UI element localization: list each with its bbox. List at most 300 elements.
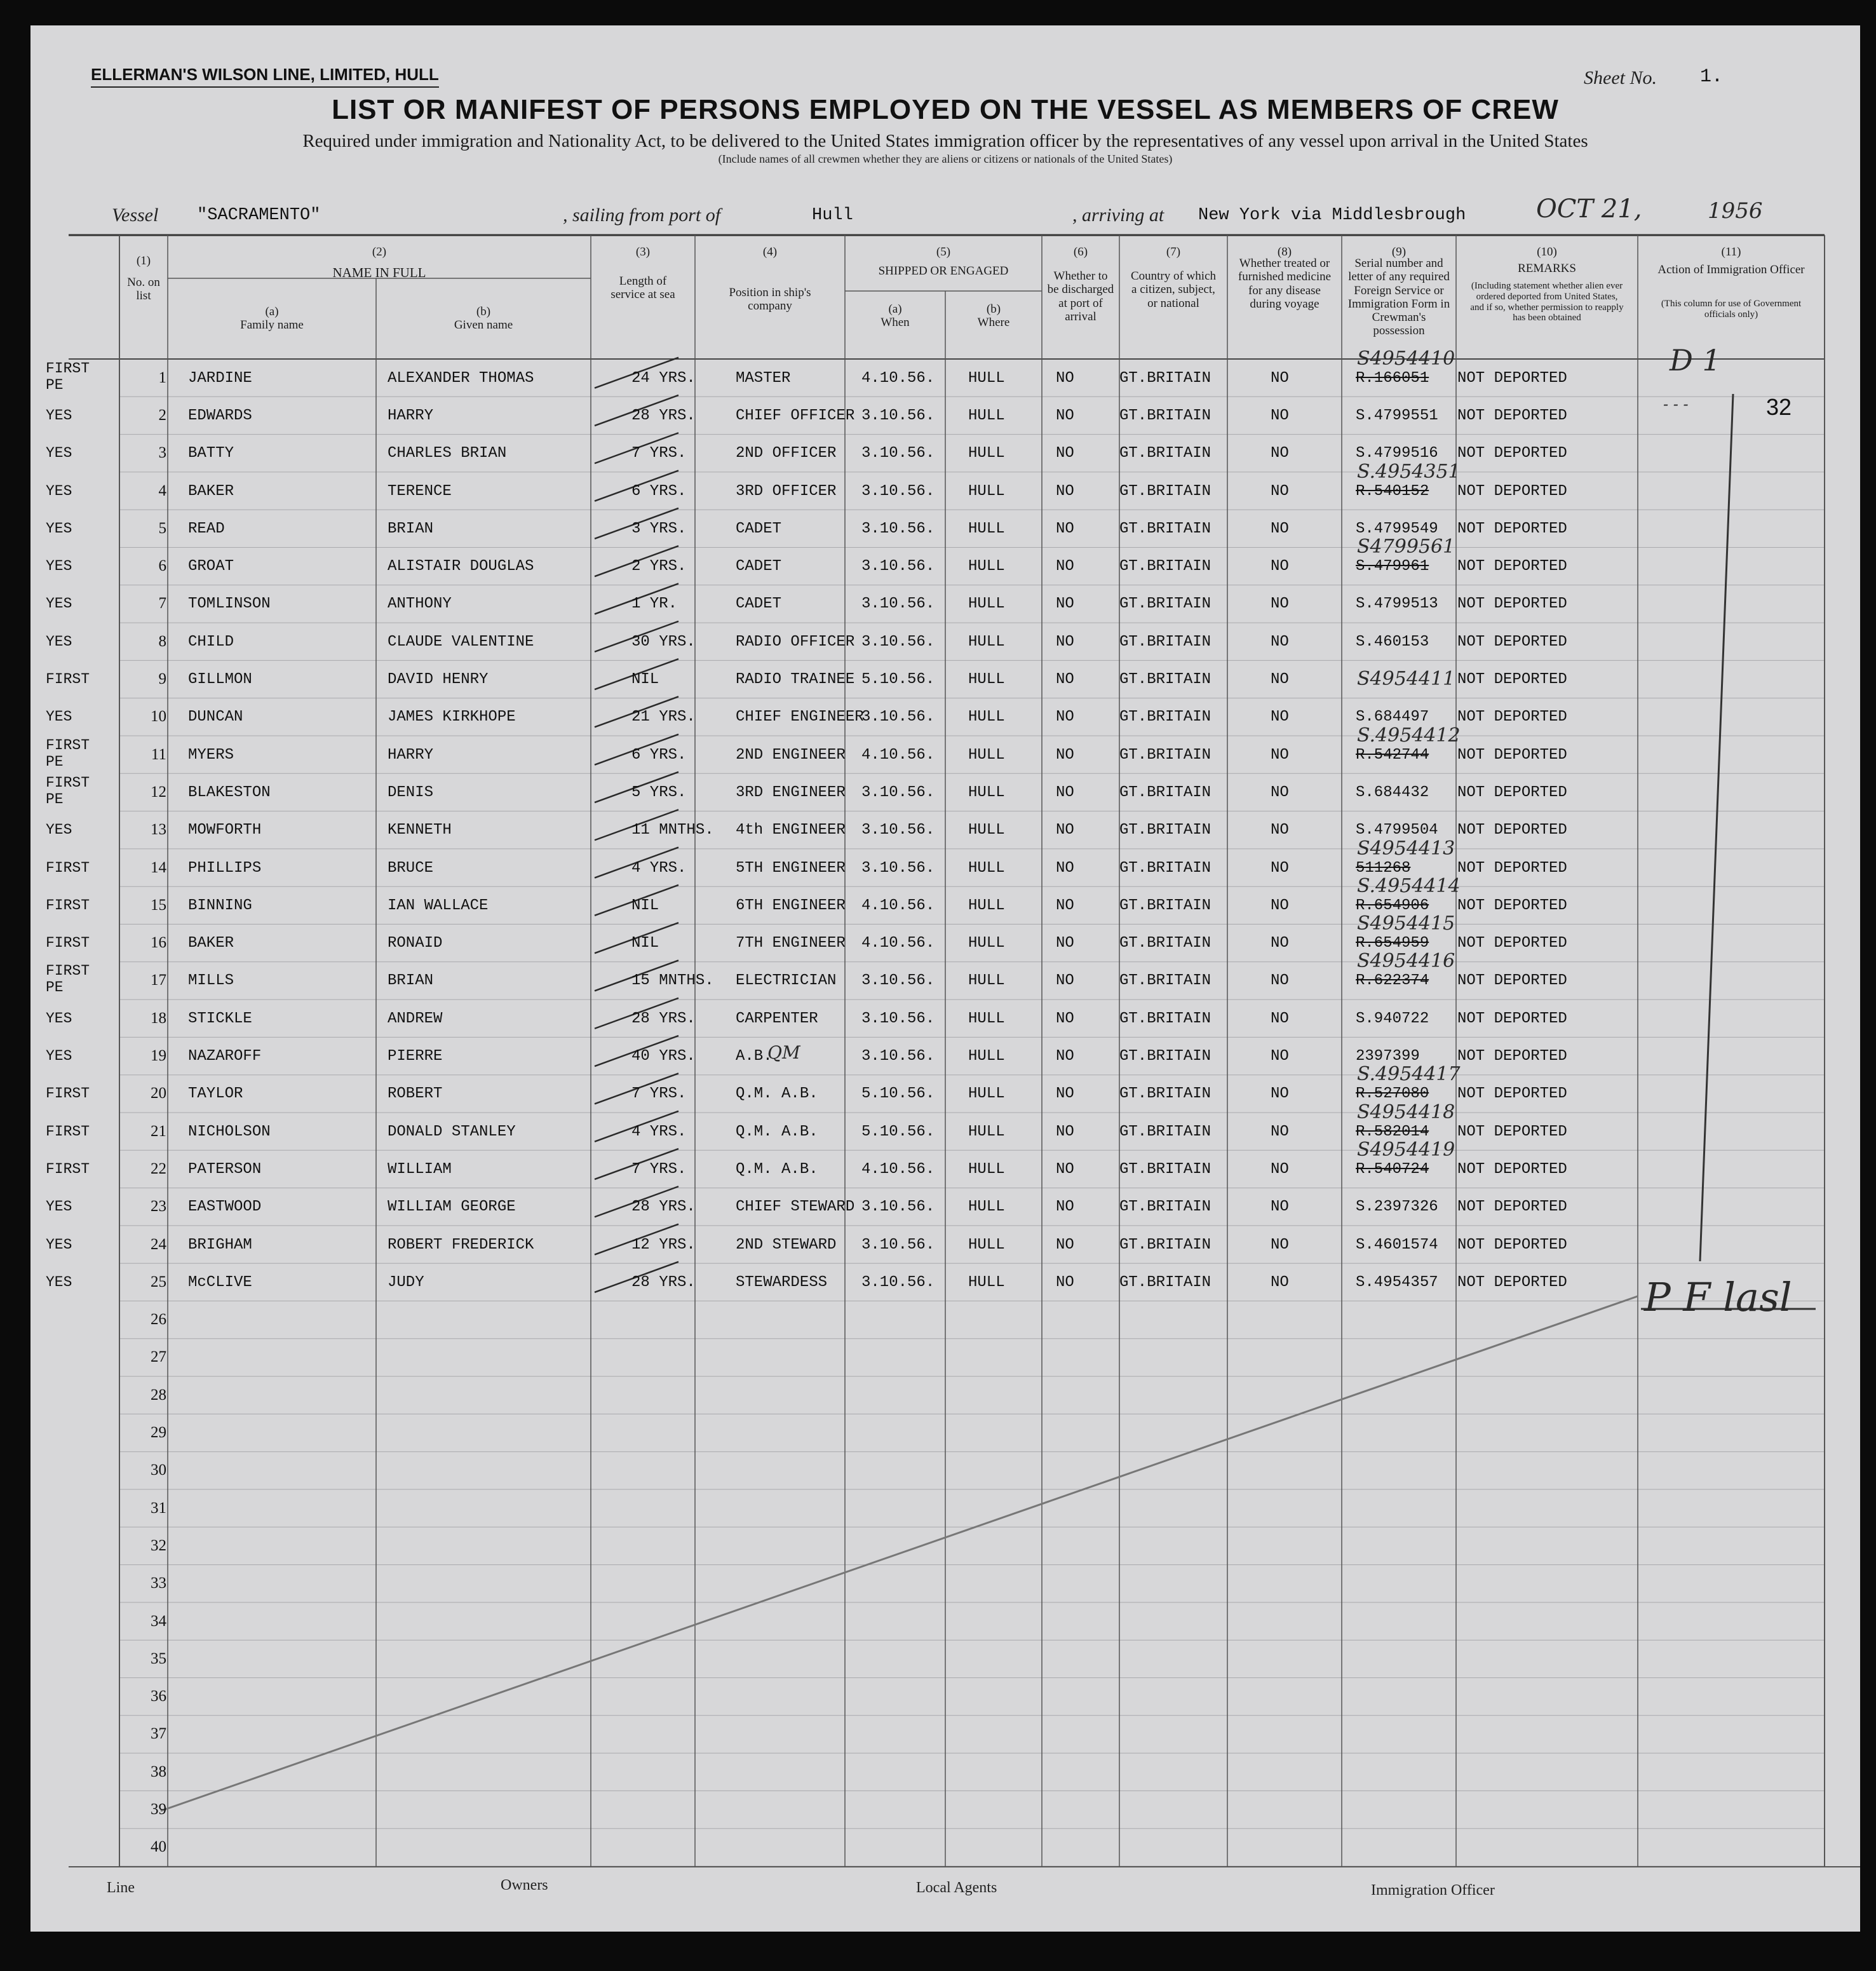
- shipped-when: 3.10.56.: [861, 708, 935, 726]
- shipped-where: HULL: [968, 1160, 1005, 1178]
- shipped-where: HULL: [968, 783, 1005, 801]
- family-name: BLAKESTON: [188, 783, 271, 801]
- service-length: 28 YRS.: [631, 407, 696, 424]
- discharge-flag: NO: [1056, 1123, 1074, 1141]
- position: Q.M. A.B.: [736, 1123, 818, 1141]
- service-length: NIL: [631, 897, 659, 914]
- remarks: NOT DEPORTED: [1457, 897, 1567, 914]
- shipped-when: 3.10.56.: [861, 558, 935, 576]
- medicine-flag: NO: [1271, 935, 1289, 952]
- medicine-flag: NO: [1271, 558, 1289, 576]
- medicine-flag: NO: [1271, 822, 1289, 839]
- shipped-where: HULL: [968, 1048, 1005, 1066]
- serial-number-handwritten: S4954411: [1357, 668, 1455, 691]
- position: 3RD ENGINEER: [736, 783, 846, 801]
- medicine-flag: NO: [1271, 1123, 1289, 1141]
- service-length: 6 YRS.: [631, 482, 687, 500]
- serial-number: S.4601574: [1356, 1236, 1438, 1254]
- serial-number-handwritten: S.4954417: [1357, 1063, 1461, 1086]
- medicine-flag: NO: [1271, 1273, 1289, 1291]
- col8-header: Whether treated or furnished medicine for any disease during voyage: [1238, 257, 1332, 311]
- col5-number: (5): [936, 245, 951, 259]
- discharge-flag: NO: [1056, 746, 1074, 764]
- shipped-where: HULL: [968, 1273, 1005, 1291]
- list-number: 25: [151, 1273, 166, 1290]
- list-number: 14: [151, 858, 166, 876]
- serial-number: S.684497: [1356, 708, 1429, 726]
- sheet-number: 1.: [1700, 66, 1724, 88]
- medicine-flag: NO: [1271, 595, 1289, 613]
- position: CADET: [736, 595, 782, 613]
- service-length: 7 YRS.: [631, 1160, 687, 1178]
- status-prefix: FIRST: [46, 671, 90, 688]
- serial-number: S.4799516: [1356, 445, 1438, 463]
- status-prefix: YES: [46, 558, 72, 575]
- service-length: 40 YRS.: [631, 1048, 696, 1066]
- list-number: 23: [151, 1198, 166, 1216]
- given-name: RONAID: [388, 935, 443, 952]
- shipped-when: 3.10.56.: [861, 822, 935, 839]
- country: GT.BRITAIN: [1119, 935, 1211, 952]
- list-number: 2: [158, 406, 166, 424]
- shipped-when: 5.10.56.: [861, 671, 935, 689]
- medicine-flag: NO: [1271, 520, 1289, 538]
- shipped-where: HULL: [968, 935, 1005, 952]
- service-length: 30 YRS.: [631, 633, 696, 651]
- shipped-where: HULL: [968, 822, 1005, 839]
- serial-number: R.582014: [1356, 1123, 1429, 1141]
- country: GT.BRITAIN: [1119, 520, 1211, 538]
- family-name: TOMLINSON: [188, 595, 271, 613]
- given-name: ALEXANDER THOMAS: [388, 369, 534, 387]
- position: CHIEF OFFICER: [736, 407, 855, 424]
- service-length: 11 MNTHS.: [631, 822, 714, 839]
- service-length: 12 YRS.: [631, 1236, 696, 1254]
- position: ELECTRICIAN: [736, 972, 837, 990]
- list-number: 21: [151, 1122, 166, 1140]
- serial-number: S.2397326: [1356, 1198, 1438, 1216]
- serial-number: S.479961: [1356, 558, 1429, 576]
- service-length: 15 MNTHS.: [631, 972, 714, 990]
- discharge-flag: NO: [1056, 633, 1074, 651]
- status-prefix: YES: [46, 633, 72, 650]
- serial-number: R.527080: [1356, 1085, 1429, 1103]
- vessel-label: Vessel: [112, 205, 159, 226]
- shipped-where: HULL: [968, 1085, 1005, 1103]
- remarks: NOT DEPORTED: [1457, 1085, 1567, 1103]
- status-prefix: FIRST: [46, 1085, 90, 1102]
- list-number: 20: [151, 1085, 166, 1102]
- given-name: WILLIAM: [388, 1160, 452, 1178]
- position: CADET: [736, 558, 782, 576]
- given-name: BRIAN: [388, 972, 434, 990]
- status-prefix: FIRST: [46, 935, 90, 952]
- footer-agents-label: Local Agents: [916, 1880, 997, 1896]
- col8-number: (8): [1277, 245, 1292, 259]
- country: GT.BRITAIN: [1119, 1198, 1211, 1216]
- medicine-flag: NO: [1271, 1085, 1289, 1103]
- given-name: ANTHONY: [388, 595, 452, 613]
- footer-officer-label: Immigration Officer: [1371, 1882, 1495, 1899]
- family-name: PATERSON: [188, 1160, 262, 1178]
- shipped-where: HULL: [968, 1123, 1005, 1141]
- discharge-flag: NO: [1056, 369, 1074, 387]
- given-name: CHARLES BRIAN: [388, 445, 507, 463]
- medicine-flag: NO: [1271, 1160, 1289, 1178]
- remarks: NOT DEPORTED: [1457, 1160, 1567, 1178]
- service-length: NIL: [631, 935, 659, 952]
- serial-number: R.540724: [1356, 1160, 1429, 1178]
- family-name: MOWFORTH: [188, 822, 262, 839]
- given-name: KENNETH: [388, 822, 452, 839]
- position: 2ND STEWARD: [736, 1236, 837, 1254]
- remarks: NOT DEPORTED: [1457, 671, 1567, 689]
- serial-number: R.540152: [1356, 482, 1429, 500]
- family-name: BATTY: [188, 445, 234, 463]
- family-name: JARDINE: [188, 369, 252, 387]
- discharge-flag: NO: [1056, 1048, 1074, 1066]
- family-name: DUNCAN: [188, 708, 243, 726]
- status-prefix: FIRST: [46, 1123, 90, 1140]
- list-number: 5: [158, 519, 166, 537]
- discharge-flag: NO: [1056, 1160, 1074, 1178]
- officer-bracket-line: [1700, 394, 1733, 1261]
- country: GT.BRITAIN: [1119, 1160, 1211, 1178]
- shipped-where: HULL: [968, 445, 1005, 463]
- col7-number: (7): [1166, 245, 1181, 259]
- status-prefix: YES: [46, 407, 72, 424]
- status-prefix: FIRST PE: [46, 774, 90, 808]
- discharge-flag: NO: [1056, 595, 1074, 613]
- manifest-sheet: [30, 25, 1860, 1932]
- shipped-when: 4.10.56.: [861, 897, 935, 914]
- empty-row-number: 34: [151, 1612, 166, 1630]
- shipped-where: HULL: [968, 897, 1005, 914]
- country: GT.BRITAIN: [1119, 859, 1211, 877]
- empty-row-number: 40: [151, 1838, 166, 1856]
- medicine-flag: NO: [1271, 482, 1289, 500]
- shipped-when: 3.10.56.: [861, 520, 935, 538]
- country: GT.BRITAIN: [1119, 822, 1211, 839]
- shipped-when: 3.10.56.: [861, 407, 935, 424]
- vessel-name: "SACRAMENTO": [197, 206, 321, 225]
- empty-row-number: 28: [151, 1386, 166, 1404]
- country: GT.BRITAIN: [1119, 445, 1211, 463]
- shipped-where: HULL: [968, 859, 1005, 877]
- position: CHIEF STEWARD: [736, 1198, 855, 1216]
- position-note-handwritten: QM: [767, 1042, 800, 1064]
- destination: New York via Middlesbrough: [1198, 206, 1466, 225]
- serial-number-handwritten: S4954419: [1357, 1138, 1455, 1161]
- position: STEWARDESS: [736, 1273, 828, 1291]
- serial-number: R.622374: [1356, 972, 1429, 990]
- discharge-flag: NO: [1056, 1236, 1074, 1254]
- position: 3RD OFFICER: [736, 482, 837, 500]
- given-name: BRIAN: [388, 520, 434, 538]
- given-name: JAMES KIRKHOPE: [388, 708, 516, 726]
- empty-row-number: 38: [151, 1763, 166, 1780]
- serial-number-handwritten: S4954410: [1357, 347, 1455, 370]
- empty-row-number: 26: [151, 1311, 166, 1329]
- serial-number: 511268: [1356, 859, 1411, 877]
- shipped-when: 3.10.56.: [861, 859, 935, 877]
- shipped-when: 3.10.56.: [861, 1236, 935, 1254]
- medicine-flag: NO: [1271, 369, 1289, 387]
- family-name: McCLIVE: [188, 1273, 252, 1291]
- col5b-header: (b) Where: [977, 302, 1010, 330]
- shipped-where: HULL: [968, 520, 1005, 538]
- medicine-flag: NO: [1271, 1048, 1289, 1066]
- col2b-header: (b) Given name: [454, 305, 513, 332]
- serial-number-handwritten: S.4954412: [1357, 724, 1461, 747]
- service-length: 24 YRS.: [631, 369, 696, 387]
- country: GT.BRITAIN: [1119, 1236, 1211, 1254]
- col11-header: Action of Immigration Officer: [1657, 263, 1805, 276]
- remarks: NOT DEPORTED: [1457, 1010, 1567, 1027]
- list-number: 19: [151, 1047, 166, 1065]
- service-length: 28 YRS.: [631, 1198, 696, 1216]
- serial-number: R.542744: [1356, 746, 1429, 764]
- medicine-flag: NO: [1271, 671, 1289, 689]
- discharge-flag: NO: [1056, 1085, 1074, 1103]
- document-subtitle: Required under immigration and Nationality Act, to be delivered to the United States immigration officer by the representatives of any vessel upon arrival in the United States: [302, 131, 1588, 151]
- family-name: BAKER: [188, 935, 234, 952]
- list-number: 15: [151, 896, 166, 914]
- service-length: 4 YRS.: [631, 1123, 687, 1141]
- serial-number: S.4954357: [1356, 1273, 1438, 1291]
- status-prefix: YES: [46, 595, 72, 613]
- empty-row-number: 37: [151, 1725, 166, 1743]
- shipped-where: HULL: [968, 1198, 1005, 1216]
- given-name: HARRY: [388, 746, 434, 764]
- position: 7TH ENGINEER: [736, 935, 846, 952]
- serial-number: S.4799549: [1356, 520, 1438, 538]
- family-name: MYERS: [188, 746, 234, 764]
- remarks: NOT DEPORTED: [1457, 822, 1567, 839]
- discharge-flag: NO: [1056, 859, 1074, 877]
- remarks: NOT DEPORTED: [1457, 445, 1567, 463]
- country: GT.BRITAIN: [1119, 558, 1211, 576]
- remarks: NOT DEPORTED: [1457, 935, 1567, 952]
- col2-number: (2): [372, 245, 387, 259]
- medicine-flag: NO: [1271, 708, 1289, 726]
- service-length: 28 YRS.: [631, 1273, 696, 1291]
- remarks: NOT DEPORTED: [1457, 1048, 1567, 1066]
- discharge-flag: NO: [1056, 482, 1074, 500]
- position: CADET: [736, 520, 782, 538]
- medicine-flag: NO: [1271, 445, 1289, 463]
- remarks: NOT DEPORTED: [1457, 633, 1567, 651]
- family-name: MILLS: [188, 972, 234, 990]
- service-length: 5 YRS.: [631, 783, 687, 801]
- family-name: GROAT: [188, 558, 234, 576]
- position: CARPENTER: [736, 1010, 818, 1027]
- family-name: READ: [188, 520, 225, 538]
- family-name: STICKLE: [188, 1010, 252, 1027]
- family-name: GILLMON: [188, 671, 252, 689]
- status-prefix: FIRST: [46, 859, 90, 876]
- list-number: 9: [158, 670, 166, 688]
- shipped-where: HULL: [968, 595, 1005, 613]
- col9-header: Serial number and letter of any required Foreign Service or Immigration Form in Crewman's possession: [1347, 257, 1450, 338]
- family-name: TAYLOR: [188, 1085, 243, 1103]
- discharge-flag: NO: [1056, 445, 1074, 463]
- family-name: EDWARDS: [188, 407, 252, 424]
- serial-number: S.4799513: [1356, 595, 1438, 613]
- col10-header: REMARKS: [1518, 262, 1576, 275]
- col4-number: (4): [762, 245, 778, 259]
- serial-number-handwritten: S4954416: [1357, 950, 1455, 973]
- service-length: 21 YRS.: [631, 708, 696, 726]
- given-name: CLAUDE VALENTINE: [388, 633, 534, 651]
- arrival-year-handwritten: 1956: [1708, 198, 1763, 224]
- discharge-flag: NO: [1056, 972, 1074, 990]
- country: GT.BRITAIN: [1119, 1085, 1211, 1103]
- shipped-when: 4.10.56.: [861, 935, 935, 952]
- service-length: 7 YRS.: [631, 1085, 687, 1103]
- sailing-label: , sailing from port of: [563, 205, 721, 226]
- remarks: NOT DEPORTED: [1457, 746, 1567, 764]
- position: 2ND ENGINEER: [736, 746, 846, 764]
- list-number: 18: [151, 1009, 166, 1027]
- status-prefix: YES: [46, 445, 72, 462]
- discharge-flag: NO: [1056, 520, 1074, 538]
- status-prefix: YES: [46, 1010, 72, 1027]
- position: RADIO TRAINEE: [736, 671, 855, 689]
- discharge-flag: NO: [1056, 1198, 1074, 1216]
- serial-number: R.654906: [1356, 897, 1429, 914]
- port-of-sailing: Hull: [812, 206, 853, 225]
- col5a-header: (a) When: [881, 302, 910, 330]
- country: GT.BRITAIN: [1119, 746, 1211, 764]
- status-prefix: YES: [46, 1198, 72, 1216]
- country: GT.BRITAIN: [1119, 671, 1211, 689]
- medicine-flag: NO: [1271, 746, 1289, 764]
- col5-header: SHIPPED OR ENGAGED: [878, 264, 1009, 278]
- remarks: NOT DEPORTED: [1457, 1123, 1567, 1141]
- position: Q.M. A.B.: [736, 1160, 818, 1178]
- position: MASTER: [736, 369, 791, 387]
- col6-number: (6): [1073, 245, 1088, 259]
- shipped-where: HULL: [968, 972, 1005, 990]
- status-prefix: FIRST PE: [46, 736, 90, 770]
- col10-note: (Including statement whether alien ever ordered deported from United States, and if so, whether permission to reapply has been obtained: [1470, 281, 1624, 323]
- list-number: 12: [151, 783, 166, 801]
- given-name: ANDREW: [388, 1010, 443, 1027]
- serial-number-handwritten: S.4954414: [1357, 874, 1461, 897]
- footer-owners-label: Owners: [501, 1877, 548, 1893]
- family-name: PHILLIPS: [188, 859, 262, 877]
- col7-header: Country of which a citizen, subject, or national: [1130, 269, 1217, 310]
- serial-number-handwritten: S4799561: [1357, 536, 1455, 559]
- status-prefix: YES: [46, 482, 72, 499]
- col11-number: (11): [1721, 245, 1741, 259]
- serial-number-handwritten: S4954418: [1357, 1101, 1455, 1123]
- position: A.B.: [736, 1048, 773, 1066]
- shipped-when: 3.10.56.: [861, 482, 935, 500]
- given-name: JUDY: [388, 1273, 424, 1291]
- shipped-when: 4.10.56.: [861, 1160, 935, 1178]
- discharge-flag: NO: [1056, 708, 1074, 726]
- list-number: 10: [151, 708, 166, 726]
- family-name: EASTWOOD: [188, 1198, 262, 1216]
- empty-row-number: 29: [151, 1424, 166, 1442]
- document-note: (Include names of all crewmen whether they are aliens or citizens or nationals of the United States): [718, 152, 1173, 165]
- shipped-where: HULL: [968, 369, 1005, 387]
- shipped-when: 3.10.56.: [861, 633, 935, 651]
- service-length: 2 YRS.: [631, 558, 687, 576]
- given-name: DONALD STANLEY: [388, 1123, 516, 1141]
- list-number: 16: [151, 934, 166, 952]
- remarks: NOT DEPORTED: [1457, 369, 1567, 387]
- serial-number: S.4799504: [1356, 822, 1438, 839]
- family-name: BRIGHAM: [188, 1236, 252, 1254]
- col4-header: Position in ship's company: [729, 286, 811, 313]
- given-name: BRUCE: [388, 859, 434, 877]
- shipped-when: 3.10.56.: [861, 595, 935, 613]
- list-number: 3: [158, 444, 166, 462]
- empty-row-number: 27: [151, 1348, 166, 1366]
- shipped-where: HULL: [968, 633, 1005, 651]
- shipped-where: HULL: [968, 708, 1005, 726]
- serial-number: 2397399: [1356, 1048, 1420, 1066]
- position: Q.M. A.B.: [736, 1085, 818, 1103]
- status-prefix: YES: [46, 1236, 72, 1253]
- medicine-flag: NO: [1271, 1198, 1289, 1216]
- given-name: ROBERT: [388, 1085, 443, 1103]
- medicine-flag: NO: [1271, 859, 1289, 877]
- serial-number: S.940722: [1356, 1010, 1429, 1027]
- position: 2ND OFFICER: [736, 445, 837, 463]
- list-number: 1: [158, 369, 166, 386]
- medicine-flag: NO: [1271, 1236, 1289, 1254]
- arriving-label: , arriving at: [1072, 205, 1164, 226]
- officer-signature: P F lasl: [1644, 1274, 1792, 1320]
- remarks: NOT DEPORTED: [1457, 558, 1567, 576]
- country: GT.BRITAIN: [1119, 897, 1211, 914]
- remarks: NOT DEPORTED: [1457, 595, 1567, 613]
- service-length: 7 YRS.: [631, 445, 687, 463]
- serial-number-handwritten: S4954413: [1357, 837, 1455, 860]
- empty-row-number: 33: [151, 1575, 166, 1592]
- col2-header: NAME IN FULL: [332, 265, 426, 280]
- position: 4th ENGINEER: [736, 822, 846, 839]
- col3-header: Length of service at sea: [611, 274, 675, 302]
- service-length: 6 YRS.: [631, 746, 687, 764]
- empty-row-number: 32: [151, 1536, 166, 1554]
- status-prefix: YES: [46, 1273, 72, 1290]
- shipped-where: HULL: [968, 746, 1005, 764]
- shipped-when: 3.10.56.: [861, 783, 935, 801]
- shipped-when: 4.10.56.: [861, 746, 935, 764]
- sheet-label: Sheet No.: [1584, 67, 1657, 88]
- country: GT.BRITAIN: [1119, 407, 1211, 424]
- status-prefix: FIRST PE: [46, 963, 90, 996]
- service-length: 4 YRS.: [631, 859, 687, 877]
- shipped-when: 3.10.56.: [861, 1198, 935, 1216]
- shipped-when: 4.10.56.: [861, 369, 935, 387]
- status-prefix: YES: [46, 822, 72, 839]
- col10-number: (10): [1537, 245, 1557, 259]
- empty-row-number: 36: [151, 1688, 166, 1705]
- remarks: NOT DEPORTED: [1457, 783, 1567, 801]
- position: 6TH ENGINEER: [736, 897, 846, 914]
- shipped-when: 5.10.56.: [861, 1085, 935, 1103]
- shipped-where: HULL: [968, 558, 1005, 576]
- shipped-where: HULL: [968, 671, 1005, 689]
- serial-number: R.166051: [1356, 369, 1429, 387]
- list-number: 8: [158, 632, 166, 650]
